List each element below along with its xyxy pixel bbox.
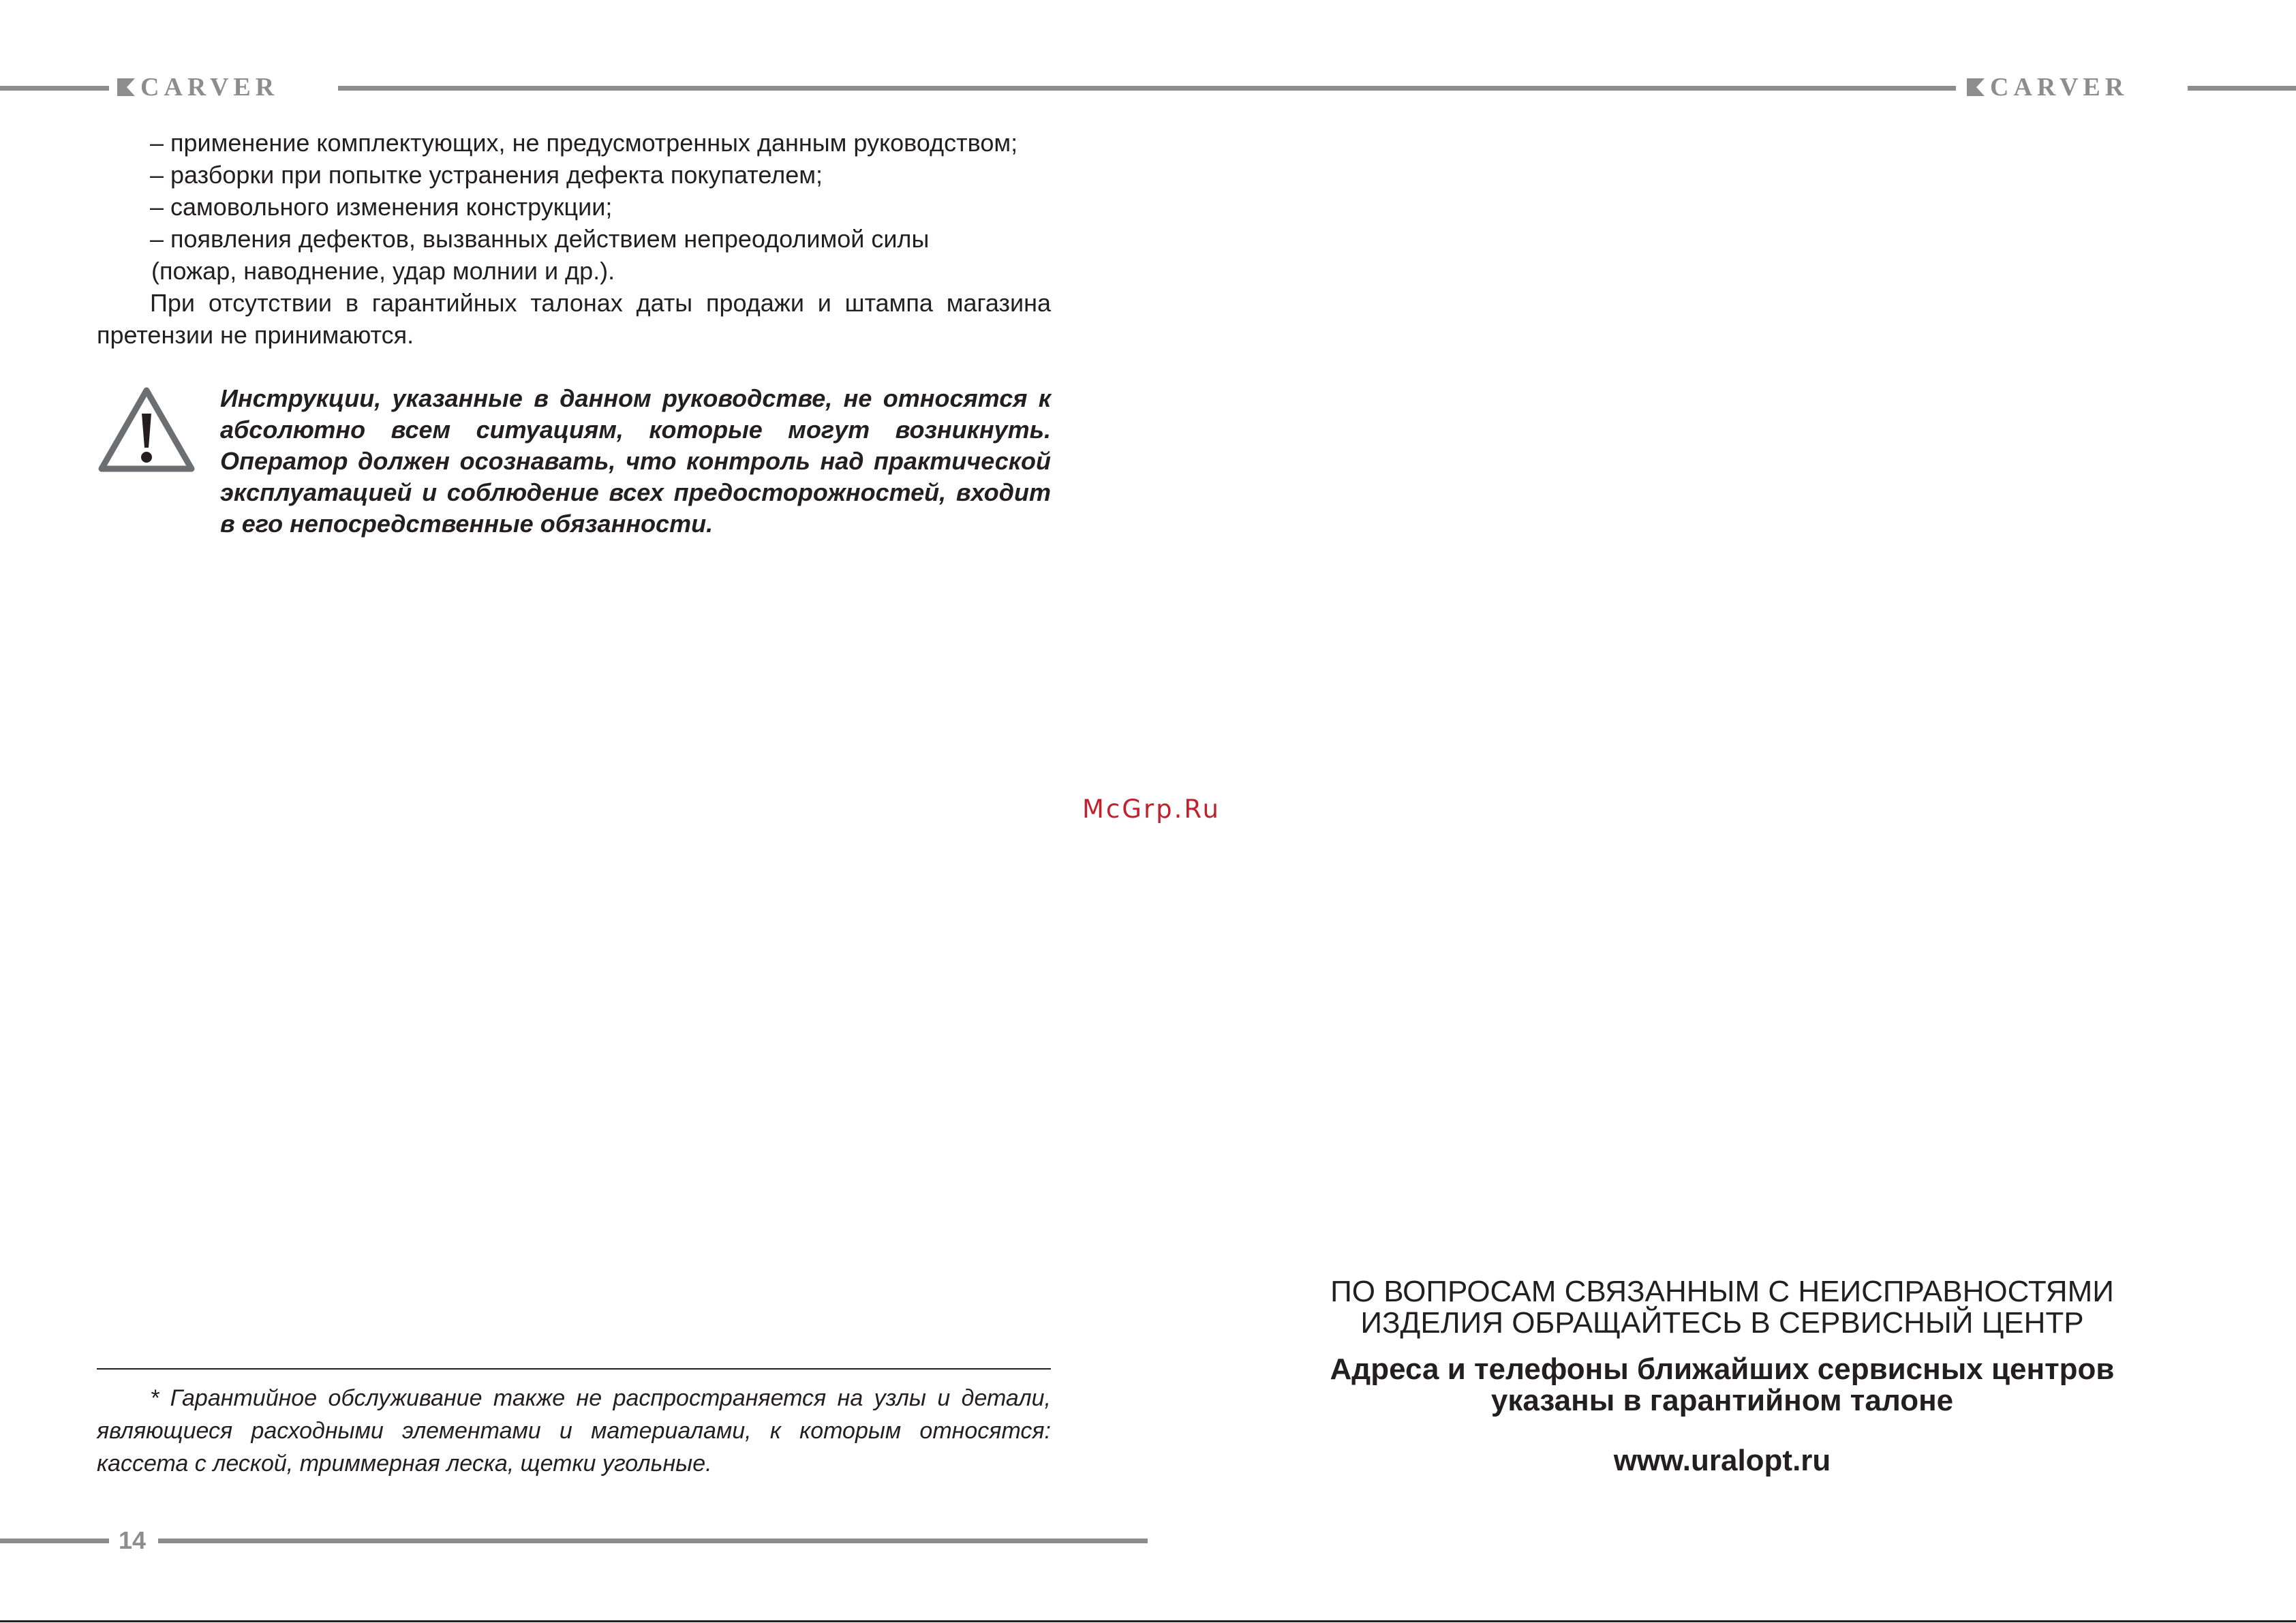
bottom-edge-line (0, 1620, 2296, 1622)
brand-logo-left (117, 74, 279, 101)
header-rule-middle (338, 86, 1956, 91)
header-rule-left-start (0, 86, 109, 91)
footnote: * Гарантийное обслуживание также не распространяется на узлы и детали, являющиеся расходными элементами и материалами, к которым относятся: кассета с леской, триммерная леска, щетки угольные. (97, 1385, 1051, 1477)
service-heading-line-1: ПО ВОПРОСАМ СВЯЗАННЫМ С НЕИСПРАВНОСТЯМИ (1330, 1275, 2114, 1308)
website-link[interactable]: www.uralopt.ru (1613, 1444, 1831, 1477)
address-line-2: указаны в гарантийном талоне (1490, 1384, 1954, 1417)
left-page-body (97, 127, 1051, 351)
footer-rule-left-start (0, 1539, 109, 1543)
warning-text: Инструкции, указанные в данном руководстве, не относятся к абсолютно всем ситуациям, которые могут возникнуть. Оператор должен осознавать, что контроль над практической эксплуатацией и соблюдение всех предосторожностей, входит в его непосредственные обязанности. (220, 384, 1051, 538)
list-item: – применение комплектующих, не предусмотренных данным руководством; (150, 129, 1018, 157)
warranty-paragraph: При отсутствии в гарантийных талонах даты продажи и штампа магазина претензии не принимаются. (97, 289, 1051, 349)
brand-name-right: CARVER (1990, 73, 2129, 102)
service-heading-line-2: ИЗДЕЛИЯ ОБРАЩАЙТЕСЬ В СЕРВИСНЫЙ ЦЕНТР (1360, 1306, 2084, 1340)
service-info (1295, 1276, 2149, 1477)
header-rule-right-end (2188, 86, 2296, 91)
list-item: – самовольного изменения конструкции; (150, 193, 613, 221)
watermark: McGrp.Ru (1082, 794, 1221, 824)
footnote-divider (97, 1368, 1051, 1370)
carver-mark-icon (117, 78, 135, 96)
footer-rule-left (158, 1539, 1148, 1543)
brand-name-left: CARVER (140, 73, 279, 102)
list-item: – появления дефектов, вызванных действием непреодолимой силы (150, 225, 930, 253)
address-line-1: Адреса и телефоны ближайших сервисных центров (1330, 1352, 2115, 1386)
brand-logo-right (1967, 74, 2128, 101)
carver-mark-icon (1967, 78, 1985, 96)
page-number: 14 (119, 1526, 147, 1554)
list-item-continuation: (пожар, наводнение, удар молнии и др.). (151, 257, 615, 285)
warning-triangle-icon (97, 385, 196, 474)
list-item: – разборки при попытке устранения дефекта покупателем; (150, 161, 823, 189)
